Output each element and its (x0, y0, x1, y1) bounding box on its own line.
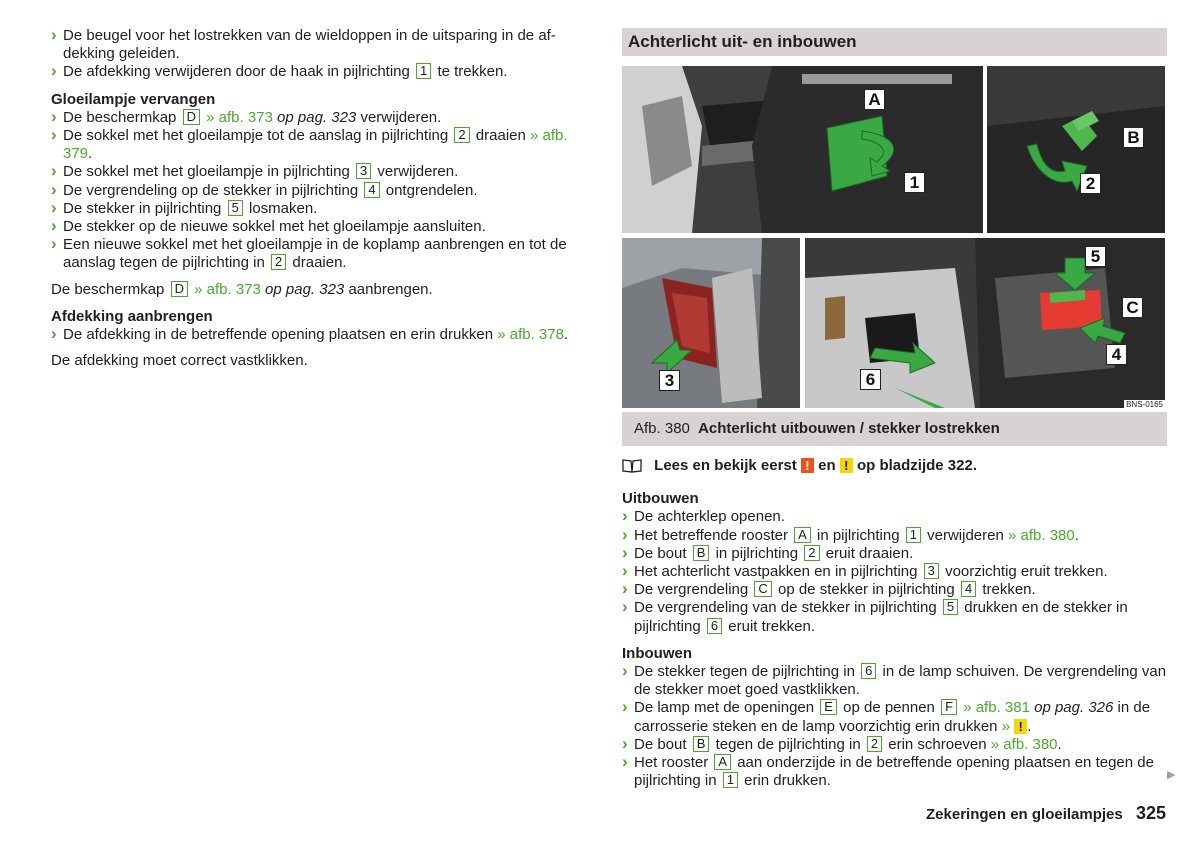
page-number: 325 (1136, 803, 1167, 823)
callout-1: 1 (904, 172, 925, 193)
step-bulb-7: › Een nieuwe sokkel met het gloeilampje in de koplamp aanbrengen en tot de aanslag tegen de pijlrichting in 2 draaien. (51, 236, 596, 272)
step-bulb-2: › De sokkel met het gloeilampje tot de aanslag in pijlrichting 2 draaien » afb. 379. (51, 127, 596, 163)
ref-box: 3 (924, 563, 939, 579)
figure-link[interactable]: » afb. 380 (1008, 526, 1075, 544)
ref-box: 6 (707, 618, 722, 634)
ref-box: 1 (906, 527, 921, 543)
step-out-4: › Het achterlicht vastpakken en in pijlrichting 3 voorzichtig eruit trekken. (622, 563, 1167, 581)
figure-link[interactable]: » afb. 373 (206, 108, 273, 126)
figure-link[interactable]: » afb. 379 (63, 127, 568, 163)
step-out-2: › Het betreffende rooster A in pijlrichting 1 verwijderen » afb. 380. (622, 527, 1167, 545)
ref-box: B (693, 736, 710, 752)
ref-box: 1 (723, 772, 738, 788)
heading-installation: Inbouwen (622, 644, 692, 662)
step-in-3: › De bout B tegen de pijlrichting in 2 erin schroeven » afb. 380. (622, 736, 1167, 754)
ref-box: 1 (416, 63, 431, 79)
callout-3: 3 (659, 370, 680, 391)
step-bulb-5: › De stekker in pijlrichting 5 losmaken. (51, 200, 596, 218)
ref-box: 2 (271, 254, 286, 270)
ref-box: 3 (356, 163, 371, 179)
ref-box: B (693, 545, 710, 561)
step-out-1: › De achterklep openen. (622, 508, 1167, 526)
figure-panel-taillight (622, 238, 800, 408)
heading-cover-install: Afdekking aanbrengen (51, 307, 213, 325)
step-cover-install: › De afdekking in de betreffende opening plaatsen en erin drukken » afb. 378. (51, 326, 596, 344)
ref-box: 5 (943, 599, 958, 615)
caption-label: Afb. 380 (634, 420, 690, 437)
step-cover-guide: › De beugel voor het lostrekken van de wieldoppen in de uitsparing in de af-dekking geleiden. (51, 27, 596, 63)
step-in-4: › Het rooster A aan onderzijde in de betreffende opening plaatsen en tegen de pijlrichting in 1 erin drukken. (622, 754, 1167, 790)
figure-link[interactable]: » afb. 380 (990, 735, 1058, 753)
ref-box: E (820, 699, 837, 715)
callout-4: 4 (1106, 344, 1127, 365)
callout-6: 6 (860, 369, 881, 390)
callout-c: C (1122, 297, 1143, 318)
ref-box: 2 (454, 127, 469, 143)
ref-box: A (714, 754, 731, 770)
caption-text: Achterlicht uitbouwen / stekker lostrekken (698, 420, 1000, 437)
figure-caption (622, 412, 1167, 446)
figure-link[interactable]: » afb. 373 (194, 280, 261, 298)
step-bulb-4: › De vergrendeling op de stekker in pijlrichting 4 ontgrendelen. (51, 182, 596, 200)
step-out-3: › De bout B in pijlrichting 2 eruit draaien. (622, 545, 1167, 563)
ref-box: 5 (228, 200, 243, 216)
connector-illustration (805, 238, 1165, 408)
step-cover-remove: › De afdekking verwijderen door de haak in pijlrichting 1 te trekken. (51, 63, 596, 81)
callout-a: A (864, 89, 885, 110)
ref-box: 4 (961, 581, 976, 597)
step-bulb-3: › De sokkel met het gloeilampje in pijlrichting 3 verwijderen. (51, 163, 596, 181)
ref-box: A (794, 527, 811, 543)
trunk-illustration (622, 66, 983, 233)
step-out-6: › De vergrendeling van de stekker in pijlrichting 5 drukken en de stekker in pijlrichting 6 eruit trekken. (622, 599, 1167, 635)
figure-panel-connector (805, 238, 1165, 408)
footer-chapter-title: Zekeringen en gloeilampjes (926, 806, 1123, 823)
figure-panel-trunk (622, 66, 983, 233)
ref-box: 2 (804, 545, 819, 561)
callout-2: 2 (1080, 173, 1101, 194)
next-page-arrow-icon[interactable]: ▶ (1167, 769, 1176, 781)
paragraph-click: De afdekking moet correct vastklikken. (51, 352, 308, 370)
step-in-2: › De lamp met de openingen E op de pennen F » afb. 381 op pag. 326 in de carrosserie steken en de lamp voorzichtig erin drukken » ! . (622, 699, 1167, 735)
ref-box: 6 (861, 663, 876, 679)
read-first-note: Lees en bekijk eerst ! en ! op bladzijde 322. (622, 457, 1167, 478)
ref-box: C (754, 581, 771, 597)
book-icon (622, 459, 642, 478)
ref-box: D (171, 281, 188, 297)
taillight-illustration (622, 238, 800, 408)
right-column (622, 28, 1167, 790)
caution-icon: ! (1014, 719, 1027, 734)
step-out-5: › De vergrendeling C op de stekker in pijlrichting 4 trekken. (622, 581, 1167, 599)
figure-code: BNS-0165 (1126, 400, 1163, 409)
step-in-1: › De stekker tegen de pijlrichting in 6 in de lamp schuiven. De vergrendeling van de stekker moet goed vastklikken. (622, 663, 1167, 699)
caution-icon: ! (840, 458, 853, 473)
warning-icon: ! (801, 458, 814, 473)
bolt-illustration (987, 66, 1165, 233)
step-bulb-1: › De beschermkap D » afb. 373 op pag. 323 verwijderen. (51, 109, 596, 127)
callout-5: 5 (1085, 246, 1106, 267)
figure-link[interactable]: » afb. 378 (497, 326, 564, 344)
ref-box: F (941, 699, 957, 715)
figure-380 (622, 66, 1167, 412)
left-column (51, 27, 596, 370)
warning-link[interactable]: » (1001, 717, 1011, 735)
ref-box: D (183, 109, 200, 125)
paragraph-cap-install: De beschermkap D » afb. 373 op pag. 323 aanbrengen. (51, 280, 433, 298)
callout-b: B (1123, 127, 1144, 148)
heading-bulb-replace: Gloeilampje vervangen (51, 90, 216, 108)
figure-link[interactable]: » afb. 381 (963, 699, 1030, 717)
heading-removal: Uitbouwen (622, 490, 699, 508)
figure-panel-bolt (987, 66, 1165, 233)
step-bulb-6: › De stekker op de nieuwe sokkel met het gloeilampje aansluiten. (51, 218, 596, 236)
section-title: Achterlicht uit- en inbouwen (622, 28, 1167, 56)
ref-box: 2 (867, 736, 882, 752)
ref-box: 4 (364, 182, 379, 198)
